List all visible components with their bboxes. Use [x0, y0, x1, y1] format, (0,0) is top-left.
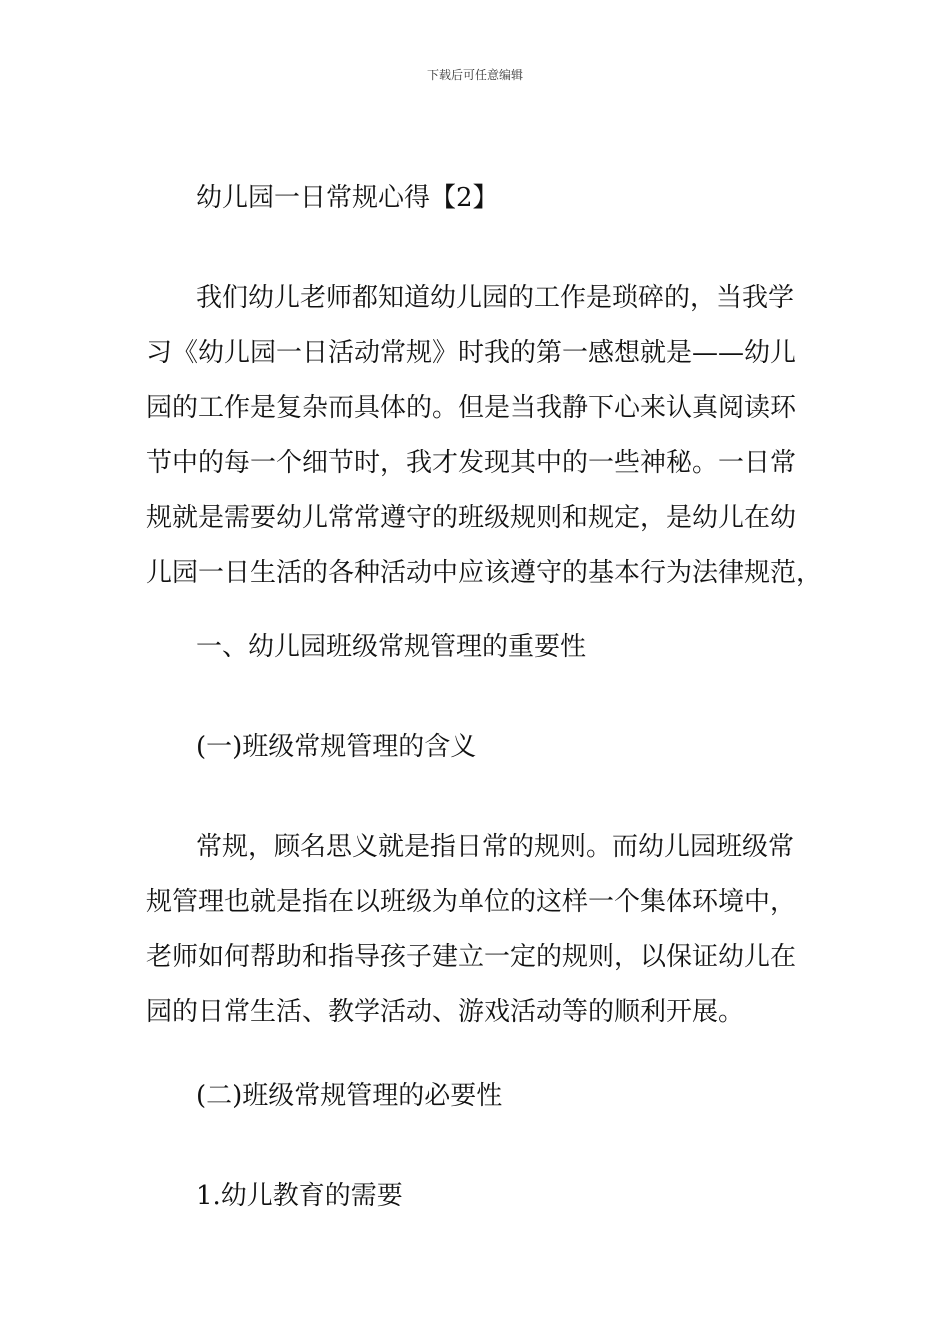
page-header-note: 下载后可任意编辑 [426, 68, 523, 82]
paragraph-1-line-4: 节中的每一个细节时，我才发现其中的一些神秘。一日常 [146, 448, 797, 478]
list-item-1: 1.幼儿教育的需要 [196, 1181, 403, 1211]
paragraph-2-line-4: 园的日常生活、教学活动、游戏活动等的顺利开展。 [146, 997, 745, 1027]
paragraph-2-line-3: 老师如何帮助和指导孩子建立一定的规则，以保证幼儿在 [146, 942, 797, 972]
paragraph-1-line-5: 规就是需要幼儿常常遵守的班级规则和规定，是幼儿在幼 [146, 503, 797, 533]
subsection-heading-1: (一)班级常规管理的含义 [196, 732, 477, 762]
paragraph-1-line-1: 我们幼儿老师都知道幼儿园的工作是琐碎的，当我学 [196, 283, 795, 313]
paragraph-1-line-3: 园的工作是复杂而具体的。但是当我静下心来认真阅读环 [146, 393, 797, 423]
paragraph-2-line-1: 常规，顾名思义就是指日常的规则。而幼儿园班级常 [196, 832, 795, 862]
paragraph-1-line-2: 习《幼儿园一日活动常规》时我的第一感想就是——幼儿 [146, 338, 797, 368]
document-title: 幼儿园一日常规心得【2】 [196, 183, 499, 213]
subsection-heading-2: (二)班级常规管理的必要性 [196, 1081, 503, 1111]
paragraph-2-line-2: 规管理也就是指在以班级为单位的这样一个集体环境中， [146, 887, 797, 917]
section-heading-1: 一、幼儿园班级常规管理的重要性 [196, 632, 587, 662]
paragraph-1-line-6: 儿园一日生活的各种活动中应该遵守的基本行为法律规范， [146, 558, 823, 588]
